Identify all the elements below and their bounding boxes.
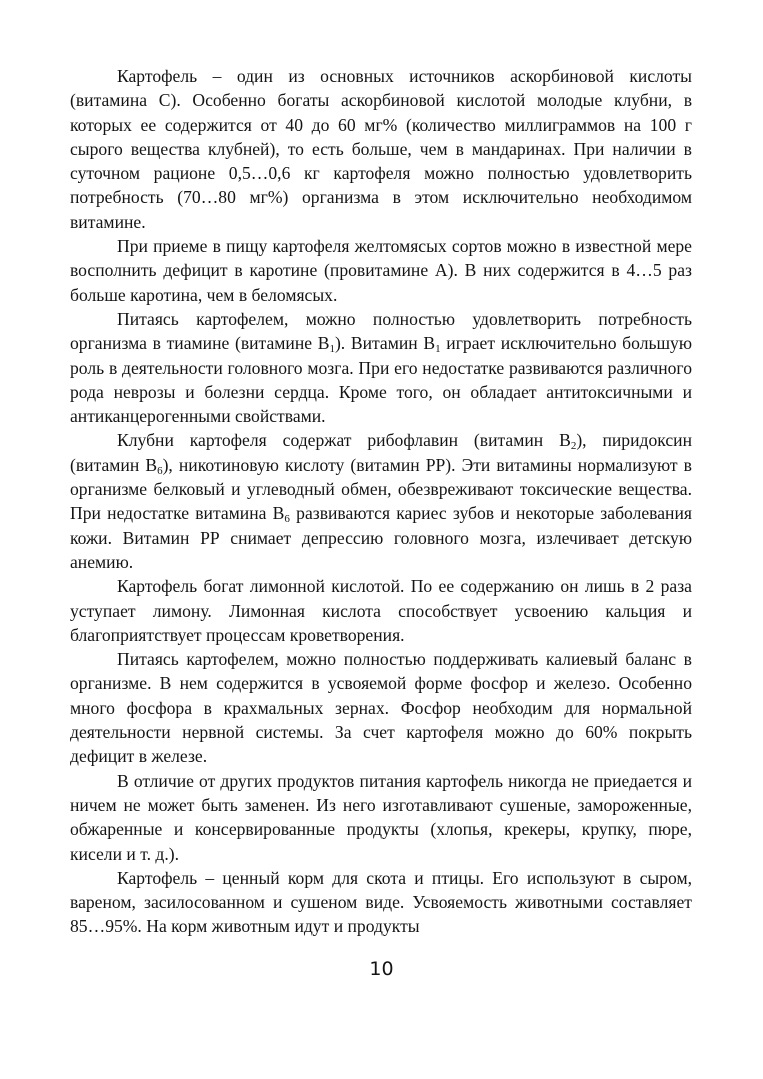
- text-run: ). Витамин В: [334, 333, 436, 354]
- text-run: Питаясь картофелем, можно полностью поддерживать калиевый баланс в организме. В нем содержится в усвояемой форме фосфор и железо. Особенно много фосфора в крахмальных зернах. Фосфор необходим для нормальной деятельности нервной системы. За счет картофеля можно до 60% покрыть дефицит в железе.: [70, 649, 692, 767]
- paragraph-riboflavin: [70, 428, 692, 574]
- paragraph-products: [70, 769, 692, 866]
- text-run: ), никотиновую кислоту (витамин РР). Эти витамины нормализуют в организме белковый и углеводный обмен, обезвреживают токсические вещества. При недостатке витамина В: [70, 454, 692, 524]
- text-run: ), пиридоксин (витамин В: [70, 430, 693, 475]
- subscript: 1: [329, 343, 335, 356]
- page-number: 10: [369, 958, 394, 980]
- text-run: Картофель – ценный корм для скота и птицы. Его используют в сыром, вареном, засилосованном и сушеном виде. Усвояемость животными составляет 85…95%. На корм животным идут и продукты: [70, 867, 692, 937]
- paragraph-feed: [70, 866, 692, 939]
- text-run: развиваются кариес зубов и некоторые заболевания кожи. Витамин РР снимает депрессию головного мозга, излечивает детскую анемию.: [70, 503, 692, 572]
- text-run: Питаясь картофелем, можно полностью удовлетворить потребность организма в тиамине (витамине В: [70, 308, 692, 354]
- subscript: 2: [570, 440, 577, 453]
- subscript: 6: [284, 513, 290, 526]
- text-run: При приеме в пищу картофеля желтомясых сортов можно в известной мере восполнить дефицит в каротине (провитамине А). В них содержится в 4…5 раз больше каротина, чем в беломясых.: [70, 236, 692, 305]
- paragraph-citric-acid: [70, 574, 692, 647]
- subscript: 1: [435, 343, 441, 356]
- text-run: Клубни картофеля содержат рибофлавин (витамин В: [117, 430, 571, 451]
- paragraph-carotene: [70, 234, 692, 307]
- paragraph-thiamine: [70, 307, 692, 428]
- document-body: [70, 64, 692, 939]
- text-run: Картофель богат лимонной кислотой. По ее содержанию он лишь в 2 раза уступает лимону. Лимонная кислота способствует усвоению кальция и благоприятствует процессам кроветворения.: [70, 576, 692, 645]
- paragraph-potassium: [70, 647, 692, 768]
- text-run: играет исключительно большую роль в деятельности головного мозга. При его недостатке развиваются различного рода неврозы и болезни сердца. Кроме того, он обладает антитоксичными и антиканцерогенными свойствами.: [70, 333, 692, 427]
- subscript: 6: [157, 464, 163, 477]
- text-run: В отличие от других продуктов питания картофель никогда не приедается и ничем не может быть заменен. Из него изготавливают сушеные, замороженные, обжаренные и консервированные продукты (хлопья, крекеры, крупку, пюре, кисели и т. д.).: [70, 770, 692, 864]
- text-run: Картофель – один из основных источников аскорбиновой кислоты (витамина С). Особенно богаты аскорбиновой кислотой молодые клубни, в которых ее содержится от 40 до 60 мг% (количество миллиграммов на 100 г сырого вещества клубней), то есть больше, чем в мандаринах. При наличии в суточном рационе 0,5…0,6 кг картофеля можно полностью удовлетворить потребность (70…80 мг%) организма в этом исключительно необходимом витамине.: [70, 66, 692, 232]
- paragraph-ascorbic-acid: [70, 64, 692, 234]
